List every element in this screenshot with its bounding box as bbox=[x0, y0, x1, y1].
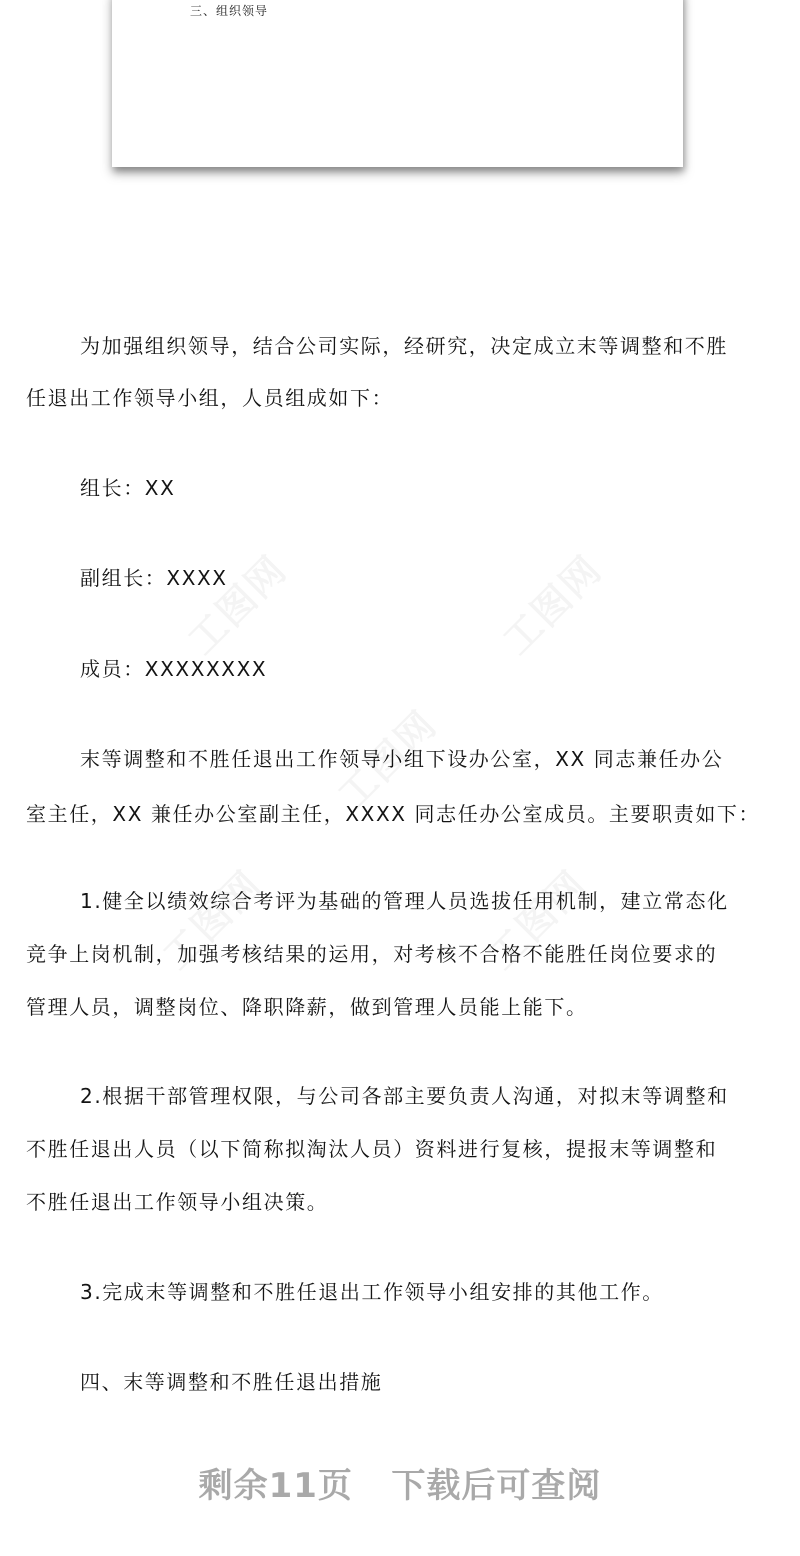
list-item-3-line: 3.完成末等调整和不胜任退出工作领导小组安排的其他工作。 bbox=[80, 1280, 664, 1304]
section-heading-3: 三、组织领导 bbox=[190, 4, 269, 18]
list-item-1-line: 管理人员，调整岗位、降职降薪，做到管理人员能上能下。 bbox=[26, 995, 588, 1019]
group-leader: 组长：XX bbox=[80, 476, 176, 500]
watermark bbox=[488, 541, 612, 665]
list-item-2-line: 2.根据干部管理权限，与公司各部主要负责人沟通，对拟末等调整和 bbox=[80, 1084, 729, 1108]
remaining-pages-notice[interactable]: 剩余11页 下载后可查阅 bbox=[198, 1466, 602, 1506]
members: 成员：XXXXXXXX bbox=[80, 657, 268, 681]
list-item-1-line: 竞争上岗机制，加强考核结果的运用，对考核不合格不能胜任岗位要求的 bbox=[26, 942, 718, 966]
page-preview-card bbox=[112, 0, 683, 167]
watermark bbox=[173, 541, 297, 665]
list-item-1-line: 1.健全以绩效综合考评为基础的管理人员选拔任用机制，建立常态化 bbox=[80, 889, 729, 913]
paragraph-line: 末等调整和不胜任退出工作领导小组下设办公室，XX 同志兼任办公 bbox=[80, 747, 724, 771]
list-item-2-line: 不胜任退出工作领导小组决策。 bbox=[26, 1190, 329, 1214]
paragraph-line: 室主任，XX 兼任办公室副主任，XXXX 同志任办公室成员。主要职责如下： bbox=[26, 802, 761, 826]
deputy-leader: 副组长：XXXX bbox=[80, 566, 228, 590]
paragraph-line: 为加强组织领导，结合公司实际，经研究，决定成立末等调整和不胜 bbox=[80, 334, 728, 358]
paragraph-line: 任退出工作领导小组，人员组成如下： bbox=[26, 386, 394, 410]
list-item-2-line: 不胜任退出人员（以下简称拟淘汰人员）资料进行复核，提报末等调整和 bbox=[26, 1137, 718, 1161]
section-heading-4: 四、末等调整和不胜任退出措施 bbox=[80, 1370, 383, 1394]
